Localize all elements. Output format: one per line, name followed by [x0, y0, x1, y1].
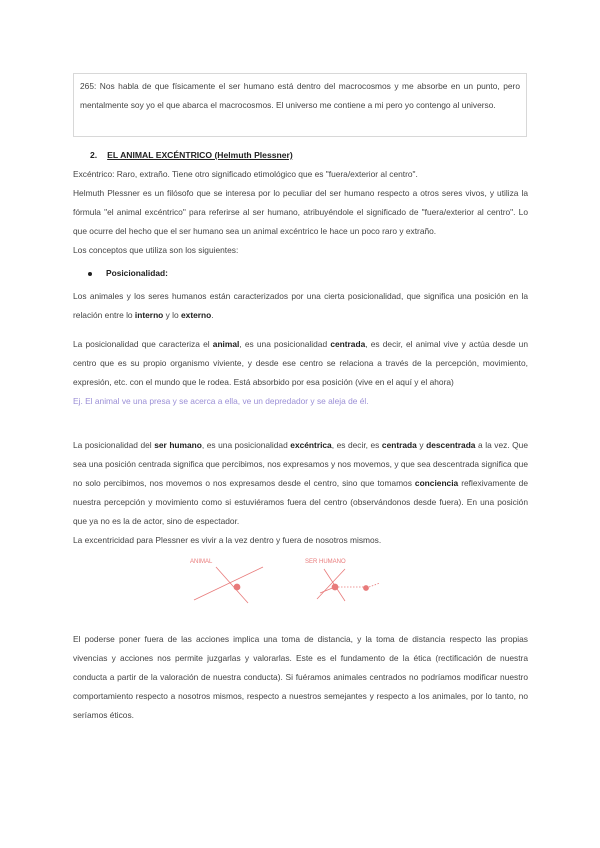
quote-box: 265: Nos habla de que físicamente el ser humano está dentro del macrocosmos y me absorbe en un punto, pero mentalmente soy yo el que abarca el macrocosmos. El universo me contiene a mi pero yo contengo al universo. — [73, 73, 527, 137]
bullet-label: Posicionalidad — [106, 268, 166, 278]
diagram-label-animal: ANIMAL — [190, 559, 213, 565]
paragraph-animal: La posicionalidad que caracteriza el animal, es una posicionalidad centrada, es decir, el animal vive y actúa desde un centro que es su propio organismo viviente, y desde ese centro se relaciona a través de la percepción, movimiento, expresión, etc. con el mundo que le rodea. Está absorbido por esa posición (vive en el aquí y el ahora) Ej. El animal ve una presa y se acerca a ella, ve un depredador y se aleja de él. — [73, 335, 528, 411]
bullet-icon — [88, 272, 92, 276]
section-number: 2. — [90, 150, 98, 160]
paragraph-posicionalidad: Los animales y los seres humanos están caracterizados por una cierta posicionalidad, que significa una posición en la relación entre lo interno y lo externo. — [73, 291, 528, 320]
paragraph-ser-humano: La posicionalidad del ser humano, es una posicionalidad excéntrica, es decir, es centrada y descentrada a la vez. Que sea una posición centrada significa que percibimos, nos expresamos y nos movemos, y que sea descentrada significa que no solo percibimos, nos movemos o nos expresamos desde el centro, sino que tomamos conciencia reflexivamente de nuestra percepción y movimiento como si estuviéramos fuera del centro (observándonos desde fuera). En una posición que ya no es la de actor, sino de espectador. La excentricidad para Plessner es vivir a la vez dentro y fuera de nosotros mismos. — [73, 436, 528, 550]
intro — [73, 165, 528, 260]
example-text: Ej. El animal ve una presa y se acerca a ella, ve un depredador y se aleja de él. — [73, 396, 369, 406]
diagram-label-human: SER HUMANO — [305, 559, 346, 565]
excentricidad-text: La excentricidad para Plessner es vivir a la vez dentro y fuera de nosotros mismos. — [73, 535, 382, 545]
intro-definition: Excéntrico: Raro, extraño. Tiene otro significado etimológico que es "fuera/exterior al centro". — [73, 169, 418, 179]
bullet-item: Posicionalidad: — [88, 268, 168, 278]
human-eccentric-dot — [364, 586, 369, 591]
section-title: EL ANIMAL EXCÉNTRICO (Helmuth Plessner) — [107, 150, 293, 160]
paragraph-etica: El poderse poner fuera de las acciones implica una toma de distancia, y la toma de distancia respecto las propias vivencias y acciones nos permite juzgarlas y valorarlas. Este es el fundamento de la ética (rectificación de nuestra conducta a partir de la valoración de nuestra conducta). Si fuéramos animales centrados no podríamos modificar nuestro comportamiento respecto a nosotros mismos, respecto a nuestros semejantes y respecto a los animales, por lo tanto, no seríamos éticos. — [73, 634, 528, 720]
human-center-dot — [332, 584, 338, 590]
animal-center-dot — [234, 584, 240, 590]
intro-concepts: Los conceptos que utiliza son los siguientes: — [73, 245, 239, 255]
positionality-diagram — [180, 555, 420, 610]
intro-paragraph: Helmuth Plessner es un filósofo que se interesa por lo peculiar del ser humano respecto a otros seres vivos, y utiliza la fórmula "el animal excéntrico" para referirse al ser humano, atribuyéndole el significado de "fuera/exterior al centro". Lo que ocurre del hecho que el ser humano sea un animal excéntrico le hace un poco raro y extraño. — [73, 188, 528, 236]
section-heading — [90, 150, 293, 160]
